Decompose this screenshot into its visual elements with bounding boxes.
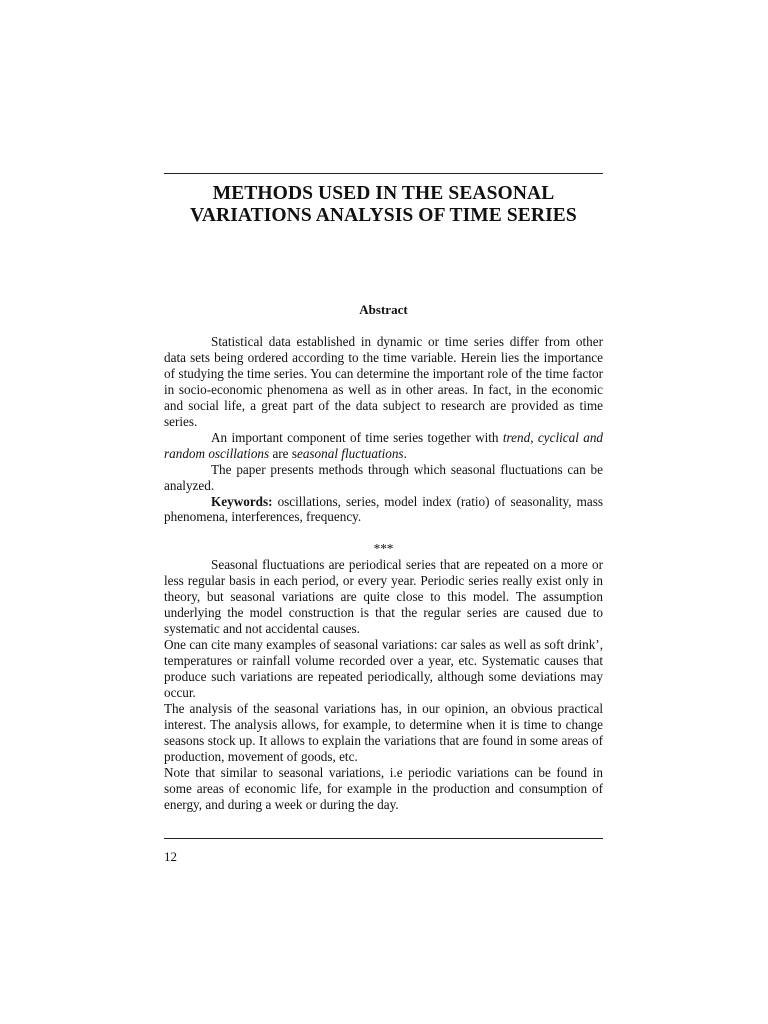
page-number: 12 bbox=[164, 849, 177, 864]
title-line-1: METHODS USED IN THE SEASONAL bbox=[212, 183, 555, 204]
abstract-p2-text-b: , bbox=[530, 429, 538, 445]
abstract-p2-text-a: An important component of time series together with bbox=[211, 429, 503, 445]
abstract-p2-text-d: . bbox=[403, 445, 407, 461]
main-text bbox=[164, 334, 603, 813]
keywords-text: oscillations, series, model index (ratio) of seasonality, mass phenomena, interferences, frequency. bbox=[164, 493, 603, 525]
body-paragraph-1: Seasonal fluctuations are periodical series that are repeated on a more or less regular basis in each period, or every year. Periodic series really exist only in theory, but seasonal variations are quite close to this model. The assumption underlying the model construction is that the regular series are caused due to systematic and not accidental causes. bbox=[164, 557, 603, 637]
abstract-paragraph-2 bbox=[164, 430, 603, 462]
abstract-paragraph-3: The paper presents methods through which seasonal fluctuations can be analyzed. bbox=[164, 461, 603, 493]
term-cyclical: cyclical and random oscillations bbox=[164, 429, 604, 461]
top-rule bbox=[164, 173, 603, 174]
abstract-p2-text-c: are s bbox=[269, 445, 297, 461]
section-separator: *** bbox=[373, 541, 394, 557]
body-paragraph-3: The analysis of the seasonal variations has, in our opinion, an obvious practical interest. The analysis allows, for example, to determine when it is time to change seasons stock up. It allows to explain the variations that are found in some areas of production, movement of goods, etc. bbox=[164, 700, 603, 764]
body-paragraph-2: One can cite many examples of seasonal variations: car sales as well as soft drink’, temperatures or rainfall volume recorded over a year, etc. Systematic causes that produce such variations are repeated periodically, although some deviations may occur. bbox=[164, 637, 603, 701]
title-line-2: VARIATIONS ANALYSIS OF TIME SERIES bbox=[190, 205, 577, 226]
term-seasonal: easonal fluctuations bbox=[296, 445, 404, 461]
bottom-rule bbox=[164, 838, 603, 839]
abstract-heading: Abstract bbox=[359, 302, 408, 317]
keywords-paragraph bbox=[164, 494, 603, 526]
body-paragraph-4: Note that similar to seasonal variations, i.e periodic variations can be found in some areas of economic life, for example in the production and consumption of energy, and during a week or during the day. bbox=[164, 764, 603, 812]
abstract-paragraph-1: Statistical data established in dynamic or time series differ from other data sets being ordered according to the time variable. Herein lies the importance of studying the time series. You can determine the important role of the time factor in socio-economic phenomena as well as in other areas. In fact, in the economic and social life, a great part of the data subject to research are provided as time series. bbox=[164, 334, 603, 429]
spacer bbox=[164, 525, 603, 541]
term-trend: trend bbox=[502, 429, 531, 445]
paper-title bbox=[164, 183, 603, 227]
keywords-label: Keywords: bbox=[211, 493, 273, 509]
